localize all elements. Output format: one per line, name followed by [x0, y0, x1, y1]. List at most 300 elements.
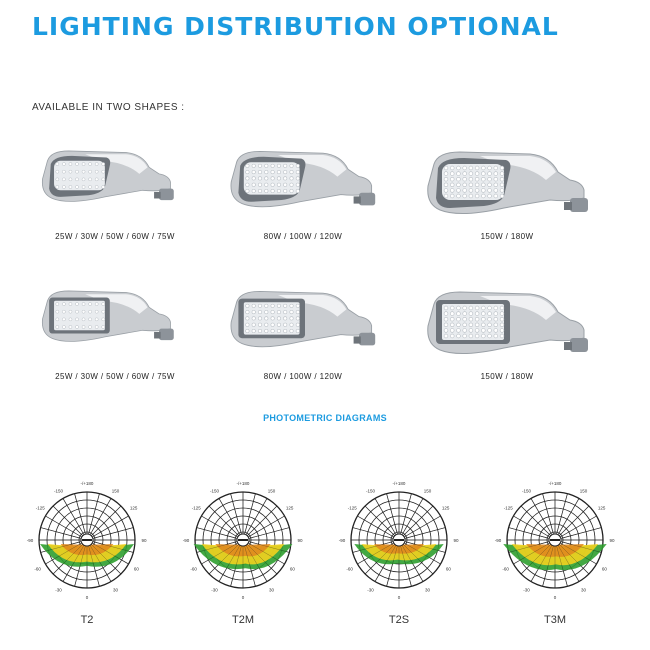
- led-chip: [475, 323, 479, 327]
- angle-label: -30: [55, 587, 62, 593]
- led-chip: [494, 317, 498, 321]
- led-chip: [89, 162, 92, 165]
- led-chip: [296, 329, 299, 332]
- led-chip: [62, 302, 65, 305]
- led-chip: [469, 323, 473, 327]
- led-chip: [277, 189, 280, 192]
- led-chip: [296, 310, 299, 313]
- led-chip: [258, 304, 261, 307]
- led-chip: [95, 302, 98, 305]
- pole-clamp: [564, 342, 572, 350]
- led-chip: [283, 329, 286, 332]
- led-chip: [290, 310, 293, 313]
- led-chip: [283, 183, 286, 186]
- led-chip: [481, 329, 485, 333]
- led-chip: [500, 312, 504, 316]
- angle-label: -90: [494, 538, 502, 543]
- led-chip: [290, 183, 293, 186]
- angle-label: 60: [133, 566, 139, 572]
- led-chip: [488, 194, 492, 198]
- led-chip: [444, 329, 448, 333]
- led-chip: [450, 166, 454, 170]
- angle-label: 0: [85, 595, 89, 600]
- polar-diagram: [490, 478, 620, 608]
- fixture-bar: [238, 539, 248, 541]
- led-chip: [69, 162, 72, 165]
- diagram-t2: [22, 478, 152, 626]
- led-chip: [102, 325, 105, 328]
- led-chip: [265, 189, 268, 192]
- led-chip: [290, 189, 293, 192]
- led-chip: [56, 185, 59, 188]
- led-chip: [444, 312, 448, 316]
- led-chip: [265, 183, 268, 186]
- led-chip: [258, 310, 261, 313]
- pole-adapter: [359, 333, 375, 346]
- diagram-label: T2S: [388, 614, 410, 626]
- diagram-label: T3M: [544, 614, 566, 626]
- angle-label: -125: [191, 505, 201, 511]
- led-chip: [283, 323, 286, 326]
- angle-label: -30: [367, 587, 374, 593]
- led-chip: [82, 185, 85, 188]
- led-chip: [450, 323, 454, 327]
- led-chip: [89, 310, 92, 313]
- led-chip: [283, 317, 286, 320]
- angle-label: -60: [502, 566, 509, 572]
- led-chip: [258, 323, 261, 326]
- led-chip: [475, 166, 479, 170]
- led-chip: [488, 183, 492, 187]
- led-chip: [265, 177, 268, 180]
- led-chip: [500, 189, 504, 193]
- led-chip: [481, 177, 485, 181]
- led-chip: [283, 170, 286, 173]
- angle-label: 0: [241, 595, 245, 600]
- led-chip: [475, 334, 479, 338]
- angle-label: 30: [580, 587, 587, 593]
- led-chip: [277, 164, 280, 167]
- angle-label: 125: [129, 505, 138, 511]
- led-chip: [444, 177, 448, 181]
- led-chip: [258, 170, 261, 173]
- led-chip: [488, 334, 492, 338]
- led-chip: [89, 178, 92, 181]
- led-chip: [258, 317, 261, 320]
- led-chip: [82, 302, 85, 305]
- led-chip: [481, 317, 485, 321]
- led-chip: [463, 306, 467, 310]
- angle-label: -150: [365, 488, 376, 494]
- led-chip: [475, 329, 479, 333]
- led-chip: [246, 183, 249, 186]
- led-chip: [271, 310, 274, 313]
- led-chip: [494, 172, 498, 176]
- led-chip: [283, 304, 286, 307]
- led-chip: [475, 189, 479, 193]
- led-chip: [252, 177, 255, 180]
- led-chip: [296, 164, 299, 167]
- street-light-icon: [428, 152, 588, 214]
- product-watts: 150W / 180W: [480, 232, 534, 241]
- led-chip: [283, 310, 286, 313]
- product-small-round: [20, 142, 210, 241]
- led-chip: [69, 325, 72, 328]
- led-chip: [246, 170, 249, 173]
- led-chip: [252, 329, 255, 332]
- led-chip: [481, 334, 485, 338]
- led-chip: [271, 177, 274, 180]
- led-chip: [500, 323, 504, 327]
- led-chip: [450, 334, 454, 338]
- led-chip: [450, 189, 454, 193]
- led-chip: [463, 317, 467, 321]
- polar-diagram: [22, 478, 152, 608]
- led-chip: [258, 177, 261, 180]
- led-chip: [290, 323, 293, 326]
- led-chip: [102, 310, 105, 313]
- led-chip: [488, 166, 492, 170]
- led-chip: [95, 162, 98, 165]
- fixture-bar: [550, 539, 560, 541]
- led-chip: [488, 306, 492, 310]
- led-chip: [95, 178, 98, 181]
- led-chip: [69, 318, 72, 321]
- led-chip: [457, 172, 461, 176]
- angle-label: 90: [453, 538, 459, 543]
- street-light-icon: [428, 292, 588, 354]
- angle-label: 125: [597, 505, 606, 511]
- led-chip: [252, 323, 255, 326]
- led-chip: [246, 177, 249, 180]
- angle-label: 150: [111, 488, 120, 494]
- led-chip: [69, 178, 72, 181]
- product-medium-round: [208, 142, 398, 241]
- street-light-medium-square-image: [218, 282, 388, 362]
- led-chip: [475, 317, 479, 321]
- led-chip: [277, 323, 280, 326]
- led-chip: [258, 183, 261, 186]
- led-chip: [444, 317, 448, 321]
- led-chip: [252, 164, 255, 167]
- angle-label: -30: [211, 587, 218, 593]
- diagram-t3m: [490, 478, 620, 626]
- street-light-large-round-image: [412, 142, 602, 222]
- angle-label: 0: [397, 595, 401, 600]
- led-chip: [271, 304, 274, 307]
- street-light-icon: [231, 151, 375, 206]
- led-chip: [457, 306, 461, 310]
- angle-label: -125: [347, 505, 357, 511]
- led-chip: [89, 185, 92, 188]
- angle-label: 150: [579, 488, 588, 494]
- led-chip: [494, 329, 498, 333]
- angle-label: -/+180: [80, 481, 94, 486]
- product-small-square: [20, 282, 210, 381]
- led-chip: [444, 323, 448, 327]
- angle-label: -60: [34, 566, 41, 572]
- led-chip: [494, 183, 498, 187]
- led-chip: [444, 189, 448, 193]
- product-watts: 150W / 180W: [480, 372, 534, 381]
- led-chip: [481, 166, 485, 170]
- led-chip: [56, 302, 59, 305]
- led-chip: [296, 189, 299, 192]
- led-chip: [494, 189, 498, 193]
- product-watts: 25W / 30W / 50W / 60W / 75W: [55, 232, 175, 241]
- led-chip: [56, 310, 59, 313]
- angle-label: -60: [190, 566, 197, 572]
- street-light-icon: [42, 291, 173, 341]
- angle-label: 30: [268, 587, 275, 593]
- led-chip: [481, 306, 485, 310]
- led-chip: [271, 183, 274, 186]
- led-chip: [475, 177, 479, 181]
- street-light-small-round-image: [30, 142, 200, 222]
- led-chip: [95, 318, 98, 321]
- angle-label: -30: [523, 587, 530, 593]
- led-chip: [469, 329, 473, 333]
- led-chip: [277, 183, 280, 186]
- led-chip: [481, 172, 485, 176]
- led-chip: [494, 194, 498, 198]
- angle-label: -150: [521, 488, 532, 494]
- led-chip: [75, 318, 78, 321]
- led-chip: [102, 170, 105, 173]
- led-chip: [246, 323, 249, 326]
- led-chip: [56, 325, 59, 328]
- led-chip: [481, 189, 485, 193]
- led-chip: [444, 194, 448, 198]
- led-chip: [457, 312, 461, 316]
- led-chip: [69, 170, 72, 173]
- photometric-title: PHOTOMETRIC DIAGRAMS: [263, 413, 387, 423]
- led-chip: [457, 334, 461, 338]
- led-chip: [277, 310, 280, 313]
- led-chip: [488, 189, 492, 193]
- led-chip: [444, 183, 448, 187]
- led-chip: [463, 334, 467, 338]
- led-chip: [290, 164, 293, 167]
- led-chip: [271, 317, 274, 320]
- street-light-small-square-image: [30, 282, 200, 362]
- led-chip: [258, 164, 261, 167]
- led-chip: [62, 185, 65, 188]
- led-chip: [82, 310, 85, 313]
- led-chip: [62, 170, 65, 173]
- led-chip: [500, 194, 504, 198]
- led-chip: [463, 172, 467, 176]
- led-chip: [265, 304, 268, 307]
- led-chip: [450, 306, 454, 310]
- led-chip: [444, 166, 448, 170]
- led-chip: [271, 323, 274, 326]
- angle-label: -150: [53, 488, 64, 494]
- fixture-bar: [82, 539, 92, 541]
- led-chip: [290, 329, 293, 332]
- led-chip: [246, 329, 249, 332]
- pole-clamp: [154, 192, 161, 199]
- angle-label: -/+180: [548, 481, 562, 486]
- led-chip: [475, 306, 479, 310]
- led-chip: [500, 317, 504, 321]
- led-chip: [283, 164, 286, 167]
- led-chip: [82, 162, 85, 165]
- led-chip: [457, 183, 461, 187]
- led-chip: [500, 177, 504, 181]
- pole-clamp: [154, 332, 161, 339]
- angle-label: -90: [26, 538, 34, 543]
- led-chip: [444, 306, 448, 310]
- led-chip: [82, 318, 85, 321]
- led-chip: [469, 194, 473, 198]
- led-chip: [481, 183, 485, 187]
- led-chip: [75, 325, 78, 328]
- led-chip: [469, 177, 473, 181]
- pole-adapter: [359, 193, 375, 206]
- shapes-subtitle: AVAILABLE IN TWO SHAPES :: [32, 102, 185, 113]
- led-chip: [500, 172, 504, 176]
- led-chip: [246, 189, 249, 192]
- led-chip: [62, 178, 65, 181]
- led-chip: [488, 329, 492, 333]
- led-chip: [488, 172, 492, 176]
- angle-label: -90: [182, 538, 190, 543]
- led-chip: [95, 185, 98, 188]
- led-chip: [82, 178, 85, 181]
- led-chip: [75, 162, 78, 165]
- led-chip: [469, 172, 473, 176]
- product-watts: 80W / 100W / 120W: [263, 372, 343, 381]
- led-chip: [283, 189, 286, 192]
- led-chip: [500, 183, 504, 187]
- led-chip: [265, 164, 268, 167]
- led-chip: [469, 317, 473, 321]
- led-chip: [277, 329, 280, 332]
- pole-clamp: [354, 336, 361, 343]
- led-chip: [463, 194, 467, 198]
- pole-clamp: [354, 196, 361, 203]
- led-chip: [69, 302, 72, 305]
- angle-label: 125: [441, 505, 450, 511]
- led-chip: [469, 189, 473, 193]
- led-chip: [246, 310, 249, 313]
- led-chip: [277, 170, 280, 173]
- led-chip: [102, 318, 105, 321]
- led-chip: [481, 312, 485, 316]
- pole-adapter: [570, 198, 588, 212]
- led-chip: [457, 329, 461, 333]
- led-chip: [271, 329, 274, 332]
- angle-label: 90: [141, 538, 147, 543]
- led-chip: [475, 183, 479, 187]
- led-chip: [488, 323, 492, 327]
- page-title: LIGHTING DISTRIBUTION OPTIONAL: [32, 12, 559, 41]
- diagram-label: T2: [80, 614, 94, 626]
- led-chip: [271, 189, 274, 192]
- street-light-icon: [231, 291, 375, 346]
- angle-label: 60: [601, 566, 607, 572]
- angle-label: -/+180: [236, 481, 250, 486]
- led-chip: [469, 306, 473, 310]
- product-watts: 25W / 30W / 50W / 60W / 75W: [55, 372, 175, 381]
- led-chip: [252, 317, 255, 320]
- led-chip: [75, 310, 78, 313]
- angle-label: 30: [112, 587, 119, 593]
- led-chip: [95, 170, 98, 173]
- led-chip: [296, 304, 299, 307]
- pole-adapter: [159, 329, 174, 340]
- led-chip: [69, 310, 72, 313]
- led-chip: [290, 304, 293, 307]
- led-chip: [463, 166, 467, 170]
- led-chip: [246, 317, 249, 320]
- led-chip: [469, 334, 473, 338]
- led-chip: [488, 312, 492, 316]
- led-chip: [475, 172, 479, 176]
- polar-diagram: [178, 478, 308, 608]
- led-chip: [102, 162, 105, 165]
- led-chip: [271, 164, 274, 167]
- led-chip: [481, 323, 485, 327]
- led-chip: [102, 185, 105, 188]
- angle-label: -125: [35, 505, 45, 511]
- led-chip: [475, 312, 479, 316]
- led-chip: [277, 304, 280, 307]
- led-chip: [95, 310, 98, 313]
- angle-label: 150: [423, 488, 432, 494]
- led-chip: [457, 189, 461, 193]
- led-chip: [277, 177, 280, 180]
- led-chip: [252, 310, 255, 313]
- led-chip: [89, 325, 92, 328]
- led-chip: [296, 177, 299, 180]
- led-chip: [463, 189, 467, 193]
- led-chip: [246, 164, 249, 167]
- led-chip: [290, 317, 293, 320]
- led-chip: [290, 177, 293, 180]
- polar-diagram: [334, 478, 464, 608]
- led-chip: [296, 170, 299, 173]
- led-chip: [252, 189, 255, 192]
- product-large-square: [412, 282, 602, 381]
- led-chip: [56, 170, 59, 173]
- led-chip: [450, 194, 454, 198]
- angle-label: 30: [424, 587, 431, 593]
- led-chip: [463, 323, 467, 327]
- led-chip: [296, 317, 299, 320]
- led-chip: [444, 172, 448, 176]
- led-chip: [450, 177, 454, 181]
- diagram-t2s: [334, 478, 464, 626]
- diagram-t2m: [178, 478, 308, 626]
- led-chip: [500, 166, 504, 170]
- led-chip: [89, 302, 92, 305]
- diagram-label: T2M: [232, 614, 254, 626]
- led-chip: [265, 329, 268, 332]
- product-medium-square: [208, 282, 398, 381]
- led-chip: [283, 177, 286, 180]
- led-chip: [463, 183, 467, 187]
- led-chip: [500, 334, 504, 338]
- pole-adapter: [159, 189, 174, 200]
- led-chip: [102, 178, 105, 181]
- led-chip: [62, 310, 65, 313]
- led-chip: [75, 170, 78, 173]
- led-chip: [277, 317, 280, 320]
- led-chip: [475, 194, 479, 198]
- led-chip: [494, 312, 498, 316]
